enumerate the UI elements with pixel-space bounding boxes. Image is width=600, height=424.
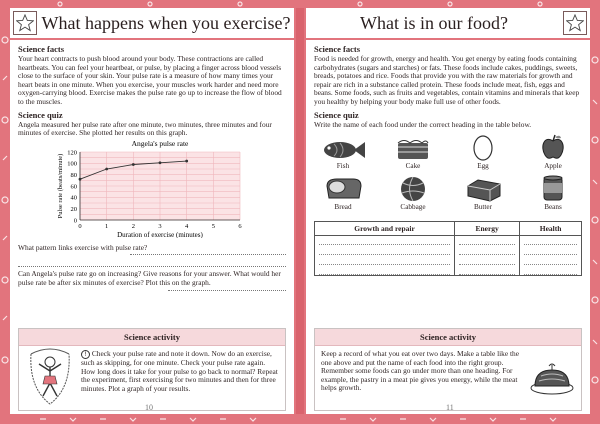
data-point (159, 161, 162, 164)
food-label: Butter (474, 203, 492, 212)
activity-text: Keep a record of what you eat over two days. Make a table like the one above and put the name of each food into the right group. Remember some foods can go under more than one heading. For example, the pastry in a meat pie gives you energy, while the meat helps growth. (321, 349, 520, 393)
question-1: What pattern links exercise with pulse rate? (18, 242, 148, 252)
food-egg (454, 133, 512, 170)
y-tick-label: 100 (67, 160, 77, 168)
activity-body (315, 346, 581, 410)
data-point (105, 167, 108, 170)
data-point (79, 178, 82, 181)
table-cell[interactable] (455, 236, 520, 246)
star-icon (563, 11, 587, 35)
x-tick-label: 1 (105, 222, 109, 230)
table-cell[interactable] (315, 266, 455, 276)
right-page (306, 8, 590, 414)
food-cabbage (384, 174, 442, 211)
butter-icon (464, 176, 502, 202)
food-row-2 (314, 174, 582, 211)
y-axis-label: Pulse rate (beats/minute) (57, 153, 64, 219)
table-cell[interactable] (520, 246, 582, 256)
left-content (18, 44, 286, 294)
food-bread (314, 176, 372, 211)
y-tick-label: 40 (70, 194, 77, 202)
food-beans (524, 174, 582, 211)
table-cell[interactable] (520, 236, 582, 246)
y-tick-label: 60 (70, 183, 77, 191)
activity-heading: Science activity (315, 329, 581, 346)
food-row-1 (314, 133, 582, 170)
book-spine (296, 8, 304, 414)
food-cake (384, 135, 442, 170)
cake-icon (395, 135, 431, 161)
x-tick-label: 5 (211, 222, 215, 230)
data-point (132, 163, 135, 166)
quiz-text: Angela measured her pulse rate after one minute, two minutes, three minutes and four minutes of exercise. She plotted her results on this graph. (18, 119, 272, 138)
y-tick-label: 80 (70, 171, 77, 179)
x-axis-label: Duration of exercise (minutes) (117, 230, 203, 238)
answer-line[interactable] (130, 246, 286, 255)
x-tick-label: 6 (238, 222, 242, 230)
facts-heading: Science facts (18, 44, 65, 54)
left-page (10, 8, 294, 414)
table-cell[interactable] (315, 236, 455, 246)
activity-body (19, 346, 285, 410)
food-label: Bread (334, 203, 352, 212)
answer-line[interactable] (18, 258, 286, 267)
x-tick-label: 2 (131, 222, 135, 230)
meat-pie-icon (529, 362, 575, 396)
facts-text: Food is needed for growth, energy and health. You get energy by eating foods containing carbohydrates (sugars and starches) or fats. These foods include cakes, puddings, sweets, breads, potatoes and rice. Foods that provide you with the raw materials for growth and repair are rich in a substance called protein. These foods include meat, fish, eggs and beans. Some foods, such as fruits and vegetables, contain vitamins and minerals that keep you healthy by helping your body make full use of other foods. (314, 54, 580, 106)
beans-can-icon (541, 174, 565, 202)
table-cell[interactable] (315, 256, 455, 266)
food-butter (454, 176, 512, 211)
activity-text: Check your pulse rate and note it down. Now do an exercise, such as skipping, for one minute. Check your pulse rate again. How long does it take for your pulse to go back to normal? Repeat the experiment, first exercising for two minutes and then for three minutes. Plot a graph of your results. (81, 349, 278, 393)
food-label: Egg (477, 162, 489, 171)
food-label: Beans (544, 203, 562, 212)
star-icon (13, 11, 37, 35)
chart-title: Angela's pulse rate (131, 138, 189, 148)
table-header-growth: Growth and repair (315, 222, 455, 236)
food-fish (314, 139, 372, 170)
table-cell[interactable] (315, 246, 455, 256)
quiz-heading: Science quiz (18, 109, 63, 120)
science-activity-box (18, 328, 286, 411)
table-cell[interactable] (455, 266, 520, 276)
food-groups-table (314, 221, 582, 276)
table-cell[interactable] (520, 256, 582, 266)
table-header-health: Health (520, 222, 582, 236)
science-activity-box (314, 328, 582, 411)
quiz-text: Write the name of each food under the correct heading in the table below. (314, 119, 532, 129)
left-title-bar (10, 8, 294, 40)
egg-icon (471, 133, 495, 161)
activity-heading: Science activity (19, 329, 285, 346)
question-2: Can Angela's pulse rate go on increasing? Give reasons for your answer. What would her pulse rate be after six minutes of exercise? Plot this on the graph. (18, 269, 281, 287)
quiz-heading: Science quiz (314, 109, 359, 120)
x-tick-label: 4 (185, 222, 189, 230)
right-title-bar (306, 8, 590, 40)
facts-heading: Science facts (314, 44, 361, 54)
right-content (314, 44, 582, 276)
apple-icon (540, 133, 566, 161)
pulse-chart (18, 138, 286, 238)
pulse-chart-svg (18, 138, 286, 238)
table-cell[interactable] (455, 246, 520, 256)
food-label: Cake (405, 162, 421, 171)
food-apple (524, 133, 582, 170)
food-label: Fish (336, 162, 350, 171)
table-header-energy: Energy (455, 222, 520, 236)
info-icon: ! (81, 350, 90, 359)
food-label: Apple (544, 162, 562, 171)
bread-icon (323, 176, 363, 202)
y-tick-label: 120 (67, 149, 77, 157)
table-cell[interactable] (520, 266, 582, 276)
data-point (185, 159, 188, 162)
page-number: 10 (145, 403, 153, 412)
cabbage-icon (396, 174, 430, 202)
x-tick-label: 3 (158, 222, 162, 230)
facts-text: Your heart contracts to push blood around your body. These contractions are called heartbeats. You can feel your heartbeat, or pulse, by placing a finger across blood vessels close to the surface of your skin. Your pulse rate is a measure of how many times your heart beats in one minute. When you exercise, your muscles work harder and need more oxygen-carrying blood. Exercise makes the pulse rate go up to increase the flow of blood to the muscles. (18, 54, 282, 106)
food-label: Cabbage (400, 203, 426, 212)
table-cell[interactable] (455, 256, 520, 266)
y-tick-label: 0 (73, 217, 77, 225)
x-tick-label: 0 (78, 222, 82, 230)
y-tick-label: 20 (70, 205, 77, 213)
page-title: What happens when you exercise? (41, 12, 291, 33)
page-title: What is in our food? (360, 12, 508, 33)
page-number: 11 (446, 403, 454, 412)
skipping-girl-icon (25, 348, 75, 408)
fish-icon (320, 139, 366, 161)
